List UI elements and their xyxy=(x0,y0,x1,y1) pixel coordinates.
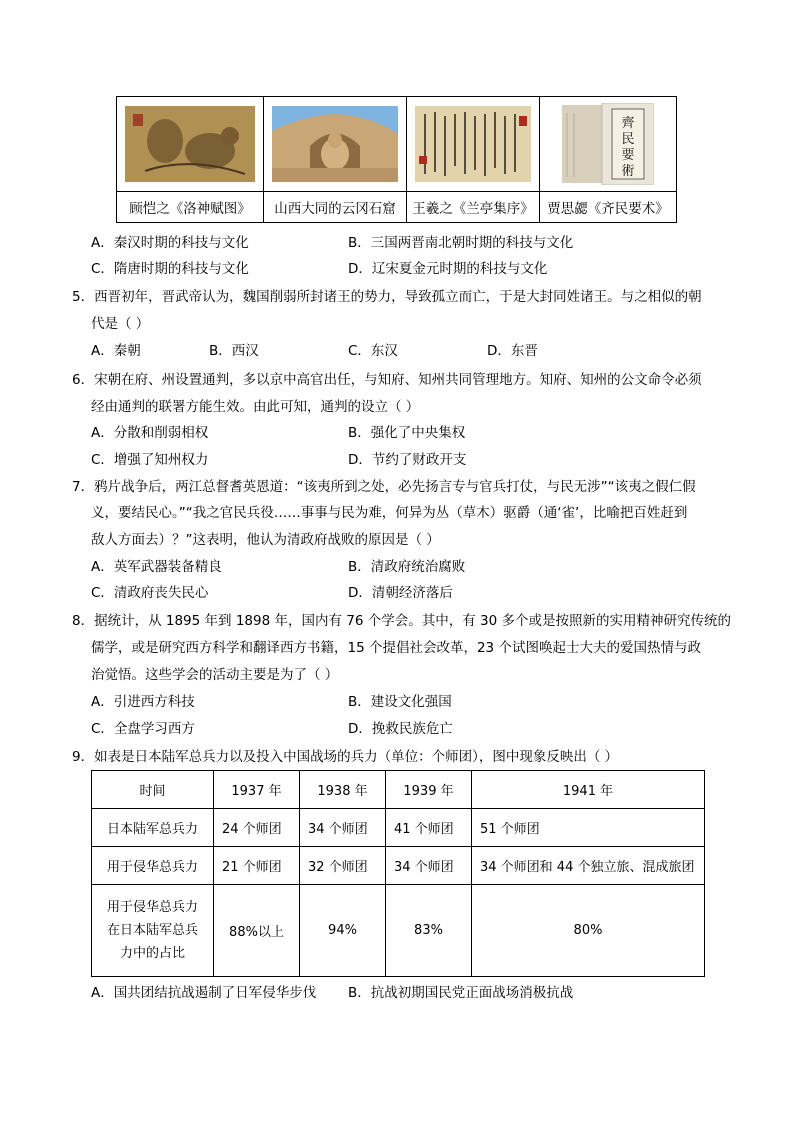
grotto-image xyxy=(272,106,398,182)
q7-option-b[interactable]: B．清政府统治腐败 xyxy=(348,559,466,575)
book-cover-char-1: 齊 xyxy=(621,116,635,131)
q5-option-b[interactable]: B．西汉 xyxy=(209,343,259,359)
q7-option-a[interactable]: A．英军武器装备精良 xyxy=(91,559,222,575)
q9-stem: 9．如表是日本陆军总兵力以及投入中国战场的兵力（单位：个师团），图中现象反映出（ ） xyxy=(72,749,619,765)
cell: 88%以上 xyxy=(214,885,300,977)
q4-option-b[interactable]: B．三国两晋南北朝时期的科技与文化 xyxy=(348,235,574,251)
q7-option-c[interactable]: C．清政府丧失民心 xyxy=(91,585,209,601)
cell: 34 个师团和 44 个独立旅、混成旅团 xyxy=(472,847,705,885)
header-1941: 1941 年 xyxy=(472,771,705,809)
q6-option-c[interactable]: C．增强了知州权力 xyxy=(91,452,209,468)
book-cover-char-3: 要 xyxy=(621,148,635,163)
q5-stem-line-2: 代是（ ） xyxy=(91,316,150,332)
q9-option-a[interactable]: A．国共团结抗战遏制了日军侵华步伐 xyxy=(91,985,317,1001)
caption-book: 贾思勰《齐民要术》 xyxy=(540,192,677,223)
cell: 51 个师团 xyxy=(472,809,705,847)
table-row xyxy=(92,809,705,847)
q6-option-b[interactable]: B．强化了中央集权 xyxy=(348,425,466,441)
row-label-invasion: 用于侵华总兵力 xyxy=(92,847,214,885)
q9-option-b[interactable]: B．抗战初期国民党正面战场消极抗战 xyxy=(348,985,574,1001)
q6-option-a[interactable]: A．分散和削弱相权 xyxy=(91,425,209,441)
header-1939: 1939 年 xyxy=(386,771,472,809)
q8-option-c[interactable]: C．全盘学习西方 xyxy=(91,721,195,737)
q8-option-a[interactable]: A．引进西方科技 xyxy=(91,694,195,710)
q6-option-d[interactable]: D．节约了财政开支 xyxy=(348,452,467,468)
q7-stem-line-2: 义，要结民心。”“我之官民兵役……事事与民为难，何异为丛（草木）驱爵（通‘雀’，比喻把百姓赶到 xyxy=(91,505,688,521)
row-label-total: 日本陆军总兵力 xyxy=(92,809,214,847)
ratio-label-line-3: 力中的占比 xyxy=(119,946,185,961)
painting-cell xyxy=(117,97,264,192)
q7-stem-line-3: 敌人方面去）？”这表明，他认为清政府战败的原因是（ ） xyxy=(91,532,440,548)
q5-option-a[interactable]: A．秦朝 xyxy=(91,343,141,359)
q4-option-a[interactable]: A．秦汉时期的科技与文化 xyxy=(91,235,249,251)
q6-stem-line-1: 6．宋朝在府、州设置通判，多以京中高官出任，与知府、知州共同管理地方。知府、知州的公文命令必须 xyxy=(72,372,702,388)
cell: 80% xyxy=(472,885,705,977)
q6-stem-line-2: 经由通判的联署方能生效。由此可知，通判的设立（ ） xyxy=(91,399,420,415)
painting-image xyxy=(125,106,255,182)
q7-stem-line-1: 7．鸦片战争后，两江总督耆英恩道：“该夷所到之处，必先扬言专与官兵打仗，与民无涉”“该夷之假仁假 xyxy=(72,479,696,495)
calligraphy-cell xyxy=(407,97,540,192)
book-cover-char-4: 術 xyxy=(621,164,635,179)
cell: 94% xyxy=(300,885,386,977)
table-row xyxy=(92,885,705,977)
q8-option-b[interactable]: B．建设文化强国 xyxy=(348,694,452,710)
q4-option-c[interactable]: C．隋唐时期的科技与文化 xyxy=(91,261,249,277)
q8-stem-line-1: 8．据统计，从 1895 年到 1898 年，国内有 76 个学会。其中，有 30 多个或是按照新的实用精神研究传统的 xyxy=(72,613,731,629)
q5-stem-line-1: 5．西晋初年，晋武帝认为，魏国削弱所封诸王的势力，导致孤立而亡，于是大封同姓诸王。与之相似的朝 xyxy=(72,289,702,305)
q8-stem-line-2: 儒学，或是研究西方科学和翻译西方书籍，15 个提倡社会改革，23 个试图唤起士大夫的爱国热情与政 xyxy=(91,640,701,656)
table-row xyxy=(92,847,705,885)
calligraphy-image xyxy=(415,106,531,182)
header-1938: 1938 年 xyxy=(300,771,386,809)
cell: 83% xyxy=(386,885,472,977)
caption-grotto: 山西大同的云冈石窟 xyxy=(264,192,407,223)
q5-option-c[interactable]: C．东汉 xyxy=(348,343,398,359)
row-label-ratio xyxy=(92,885,214,977)
book-cell xyxy=(540,97,677,192)
ratio-label-line-1: 用于侵华总兵力 xyxy=(106,900,198,915)
troop-table xyxy=(91,770,705,977)
book-image xyxy=(562,103,654,185)
cell: 24 个师团 xyxy=(214,809,300,847)
q4-option-d[interactable]: D．辽宋夏金元时期的科技与文化 xyxy=(348,261,548,277)
caption-calligraphy: 王羲之《兰亭集序》 xyxy=(407,192,540,223)
q5-option-d[interactable]: D．东晋 xyxy=(487,343,538,359)
cell: 34 个师团 xyxy=(300,809,386,847)
image-table xyxy=(116,96,677,223)
book-cover-char-2: 民 xyxy=(621,132,635,147)
q8-option-d[interactable]: D．挽救民族危亡 xyxy=(348,721,453,737)
q8-stem-line-3: 治觉悟。这些学会的活动主要是为了（ ） xyxy=(91,667,339,683)
cell: 41 个师团 xyxy=(386,809,472,847)
cell: 34 个师团 xyxy=(386,847,472,885)
caption-painting: 顾恺之《洛神赋图》 xyxy=(117,192,264,223)
q7-option-d[interactable]: D．清朝经济落后 xyxy=(348,585,453,601)
grotto-cell xyxy=(264,97,407,192)
header-time: 时间 xyxy=(92,771,214,809)
cell: 32 个师团 xyxy=(300,847,386,885)
cell: 21 个师团 xyxy=(214,847,300,885)
header-1937: 1937 年 xyxy=(214,771,300,809)
ratio-label-line-2: 在日本陆军总兵 xyxy=(106,923,198,938)
